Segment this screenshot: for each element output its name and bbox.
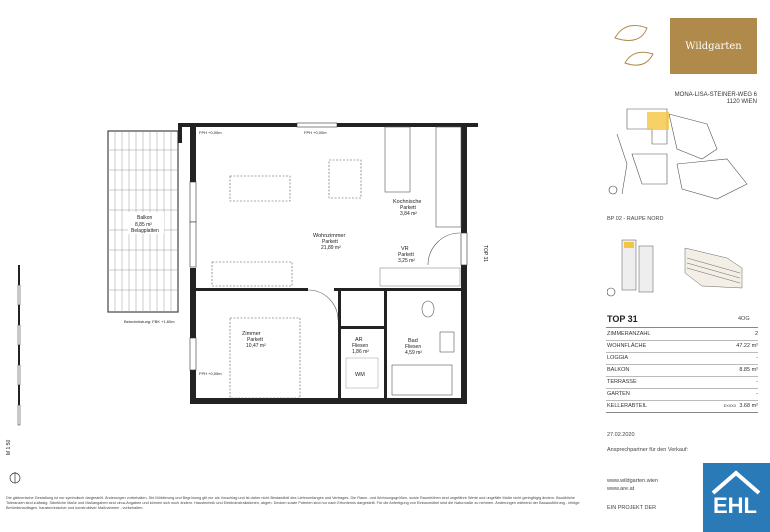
coffee-table	[230, 176, 290, 201]
kochnische-floor: Parkett	[400, 205, 416, 211]
wm-label: WM	[355, 372, 365, 378]
sink	[440, 332, 454, 352]
vr-area: 3,25 m²	[398, 258, 415, 264]
sofa	[212, 262, 292, 286]
wohnzimmer-floor: Parkett	[322, 239, 338, 245]
kitchen-counter	[385, 127, 410, 192]
site-map	[607, 104, 759, 209]
bad-name: Bad	[408, 338, 418, 344]
wohnzimmer-name: Wohnzimmer	[313, 233, 346, 239]
kitchen-counter-2	[436, 127, 461, 227]
fact-row: LOGGIA -	[606, 353, 758, 365]
ar-floor: Fliesen	[352, 343, 369, 349]
north-arrow-small-icon-2	[607, 288, 615, 296]
fph-label-1: FPH +0,00m	[304, 130, 327, 135]
link-are[interactable]: www.are.at	[607, 486, 635, 492]
ehl-text: EHL	[713, 493, 757, 518]
kochnische-area: 3,84 m²	[400, 211, 417, 217]
top-label-side: TOP 31	[482, 245, 488, 263]
north-arrow-small-icon	[609, 186, 617, 194]
balkon-area: 8,85 m²	[135, 222, 152, 228]
ehl-logo	[703, 463, 770, 532]
bed	[230, 318, 300, 398]
brand-name: Wildgarten	[685, 40, 742, 52]
wardrobe	[380, 268, 460, 286]
unit-title: TOP 31	[607, 314, 638, 324]
wildgarten-logo	[670, 18, 757, 74]
outer-walls	[178, 123, 478, 404]
toilet	[422, 301, 434, 317]
vr-floor: Parkett	[398, 252, 414, 258]
dining-table	[329, 160, 361, 198]
fact-row: ZIMMERANZAHL 2	[606, 329, 758, 341]
bad-floor: Fliesen	[405, 344, 422, 350]
link-wildgarten[interactable]: www.wildgarten.wien	[607, 478, 659, 484]
zimmer-name: Zimmer	[242, 331, 261, 337]
bad-area: 4,59 m²	[405, 350, 422, 356]
zimmer-door	[308, 290, 338, 320]
fph-label-3: FPH +0,00m	[199, 371, 222, 376]
contact-label: Ansprechpartner für den Verkauf:	[607, 447, 689, 453]
ar-name: AR	[355, 337, 363, 343]
balkon-floor: Belagplatten	[131, 228, 159, 234]
fact-row: WOHNFLÄCHE 47.22 m²	[606, 341, 758, 353]
vr-name: VR	[401, 246, 409, 252]
address-line-2: 1120 WIEN	[726, 99, 757, 105]
zimmer-floor: Parkett	[247, 337, 263, 343]
kochnische-name: Kochnische	[393, 199, 422, 205]
date: 27.02.2020	[607, 432, 635, 438]
fact-row: KELLERABTEIL EXXXX 3.68 m²	[606, 401, 758, 413]
project-by: EIN PROJEKT DER	[607, 505, 657, 511]
leaf-logo-icon	[605, 18, 665, 68]
fact-row: GARTEN -	[606, 389, 758, 401]
building-diagram	[607, 228, 757, 300]
fph-label-2: FPH +0,00m	[199, 130, 222, 135]
building-label: BP 02 - RAUPE NORD	[607, 216, 664, 222]
balkon-note: Betonbrüstung: FBK +1,60m	[124, 319, 175, 324]
entry-door	[428, 233, 460, 265]
ar-area: 1,86 m²	[352, 349, 369, 355]
unit-floor: 4OG	[738, 316, 750, 322]
address-line-1: MONA-LISA-STEINER-WEG 6	[674, 92, 757, 98]
fact-row: BALKON 8.85 m²	[606, 365, 758, 377]
footer-disclaimer: Die gärtnerische Gestaltung ist nur symbolisch dargestellt. Änderungen vorbehalten. Die Möblierung und Begrünung gilt nur als Vorschlag und ist daher nicht Bestandteil des Lieferumfanges und Vertrages. Die Raum- und Wohnungsgrößen, sowie Raumhöhen sind ungefähre Werte und ungefähr Maße nicht geringfügig ändern. Bauübliche Toleranzen sind zulässig. Sämtliche Maße und Maßangaben sind circa-Angaben und können sich noch ändern. Haustechnik und Elektroinstrallationen, abgeh. Decken sowie Poterien sind nur nach Erfordernis dargestellt. Für die Anfertigung von Einbaumöbel sind die Naturmaße zu nehmen. Änderungen während der Bauausführung - infolge Behördenauflagen, haustechnischer und konstruktiver Maßnahmen - vorbehalten.	[6, 496, 580, 510]
bathtub	[392, 365, 452, 395]
scale-label: M 1:50	[6, 439, 12, 455]
scale-bar	[18, 265, 20, 425]
wohnzimmer-area: 21,89 m²	[321, 245, 341, 251]
fact-row: TERRASSE -	[606, 377, 758, 389]
balkon-name: Balkon	[137, 215, 153, 221]
zimmer-area: 10,47 m²	[246, 343, 266, 349]
